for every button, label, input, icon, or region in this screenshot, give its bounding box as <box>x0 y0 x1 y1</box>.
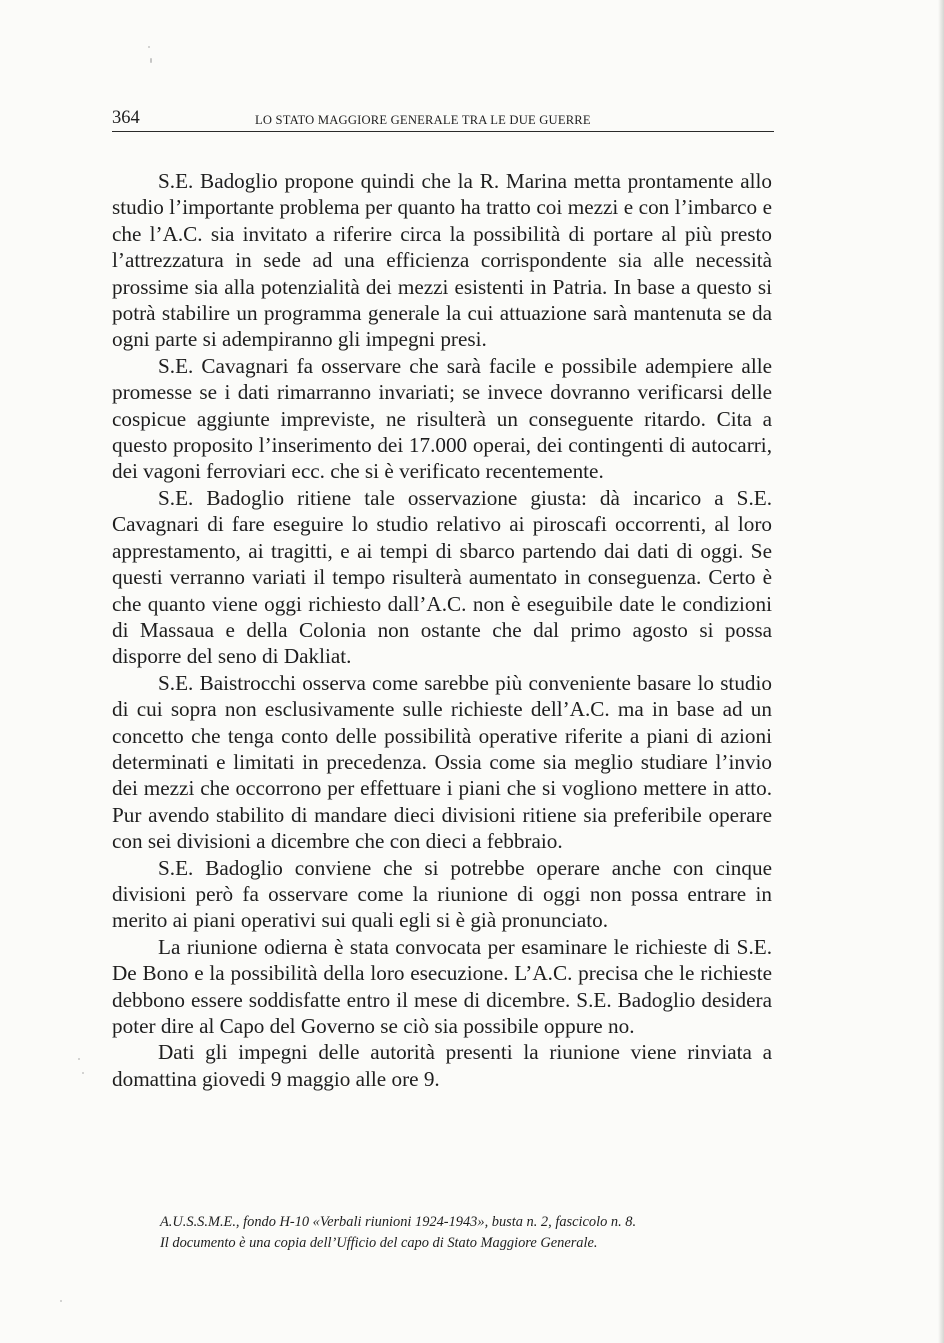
source-citation: A.U.S.S.M.E., fondo H-10 «Verbali riunioni 1924-1943», busta n. 2, fascicolo n. 8. <box>160 1214 637 1230</box>
paragraph-badoglio-agrees: S.E. Badoglio conviene che si potrebbe operare anche con cinque divisioni però fa osservare come la riunione di oggi non possa entrare in merito ai piani operativi sui quali egli si è già pronunciato. <box>112 855 772 933</box>
paragraph-badoglio-proposal: S.E. Badoglio propone quindi che la R. Marina metta prontamente allo studio l’importante problema per quanto ha tratto coi mezzi e con l’imbarco e che l’A.C. sia invitato a riferire circa la possibilità di portare al più presto l’attrezzatura in sede ad una efficienza corrispondente sia alle necessità prossime sia alla potenzialità dei mezzi esistenti in Patria. In base a questo si potrà stabilire un programma generale la cui attuazione sarà mantenuta se da ogni parte si adempiranno gli impegni presi. <box>112 169 772 352</box>
source-remark: Il documento è una copia dell’Ufficio del capo di Stato Maggiore Generale. <box>160 1235 598 1251</box>
running-title: LO STATO MAGGIORE GENERALE TRA LE DUE GUERRE <box>255 113 591 127</box>
paragraph-adjournment: Dati gli impegni delle autorità presenti la riunione viene rinviata a domattina giovedi 9 maggio alle ore 9. <box>112 1040 772 1091</box>
scan-speck <box>78 1058 80 1060</box>
running-header <box>112 107 774 132</box>
scan-speck <box>82 1072 84 1074</box>
paragraph-baistrocchi-remark: S.E. Baistrocchi osserva come sarebbe più conveniente basare lo studio di cui sopra non esclusivamente sulle richieste dell’A.C. ma in base ad un concetto che tenga conto delle possibilità operative riferite a piani di azioni determinati e limitati in precedenza. Ossia come sia meglio studiare l’invio dei mezzi che occorrono per effettuare i piani che si vogliono mettere in atto. Pur avendo stabilito di mandare dieci divisioni ritiene sia preferibile operare con sei divisioni a dicembre che con dieci a febbraio. <box>112 670 772 854</box>
scan-speck <box>60 1300 62 1302</box>
paragraph-cavagnari-remark: S.E. Cavagnari fa osservare che sarà facile e possibile adempiere alle promesse se i dati rimarranno invariati; se invece dovranno verificarsi delle cospicue aggiunte impreviste, ne risulterà un conseguente ritardo. Cita a questo proposito l’inserimento dei 17.000 operai, dei contingenti di autocarri, dei vagoni ferroviari ecc. che si è verificato recentemente. <box>112 353 772 484</box>
page-number: 364 <box>112 108 140 128</box>
paragraph-meeting-purpose: La riunione odierna è stata convocata per esaminare le richieste di S.E. De Bono e la possibilità della loro esecuzione. L’A.C. precisa che le richieste debbono essere soddisfatte entro il mese di dicembre. S.E. Badoglio desidera poter dire al Capo del Governo se ciò sia possibile oppure no. <box>112 934 772 1038</box>
source-note <box>160 1212 780 1254</box>
body-text <box>112 168 772 1092</box>
scan-speck <box>148 46 150 48</box>
scan-speck <box>150 58 152 63</box>
paragraph-badoglio-response: S.E. Badoglio ritiene tale osservazione giusta: dà incarico a S.E. Cavagnari di fare eseguire lo studio relativo ai piroscafi occorrenti, al loro apprestamento, ai tragitti, e ai tempi di sbarco partendo dai dati di oggi. Se questi verranno variati il tempo risulterà aumentato in conseguenza. Certo è che quanto viene oggi richiesto dall’A.C. non è eseguibile date le condizioni di Massaua e della Colonia non ostante che dal primo agosto si possa disporre del seno di Dakliat. <box>112 485 772 669</box>
scan-edge-shadow <box>938 0 944 1343</box>
